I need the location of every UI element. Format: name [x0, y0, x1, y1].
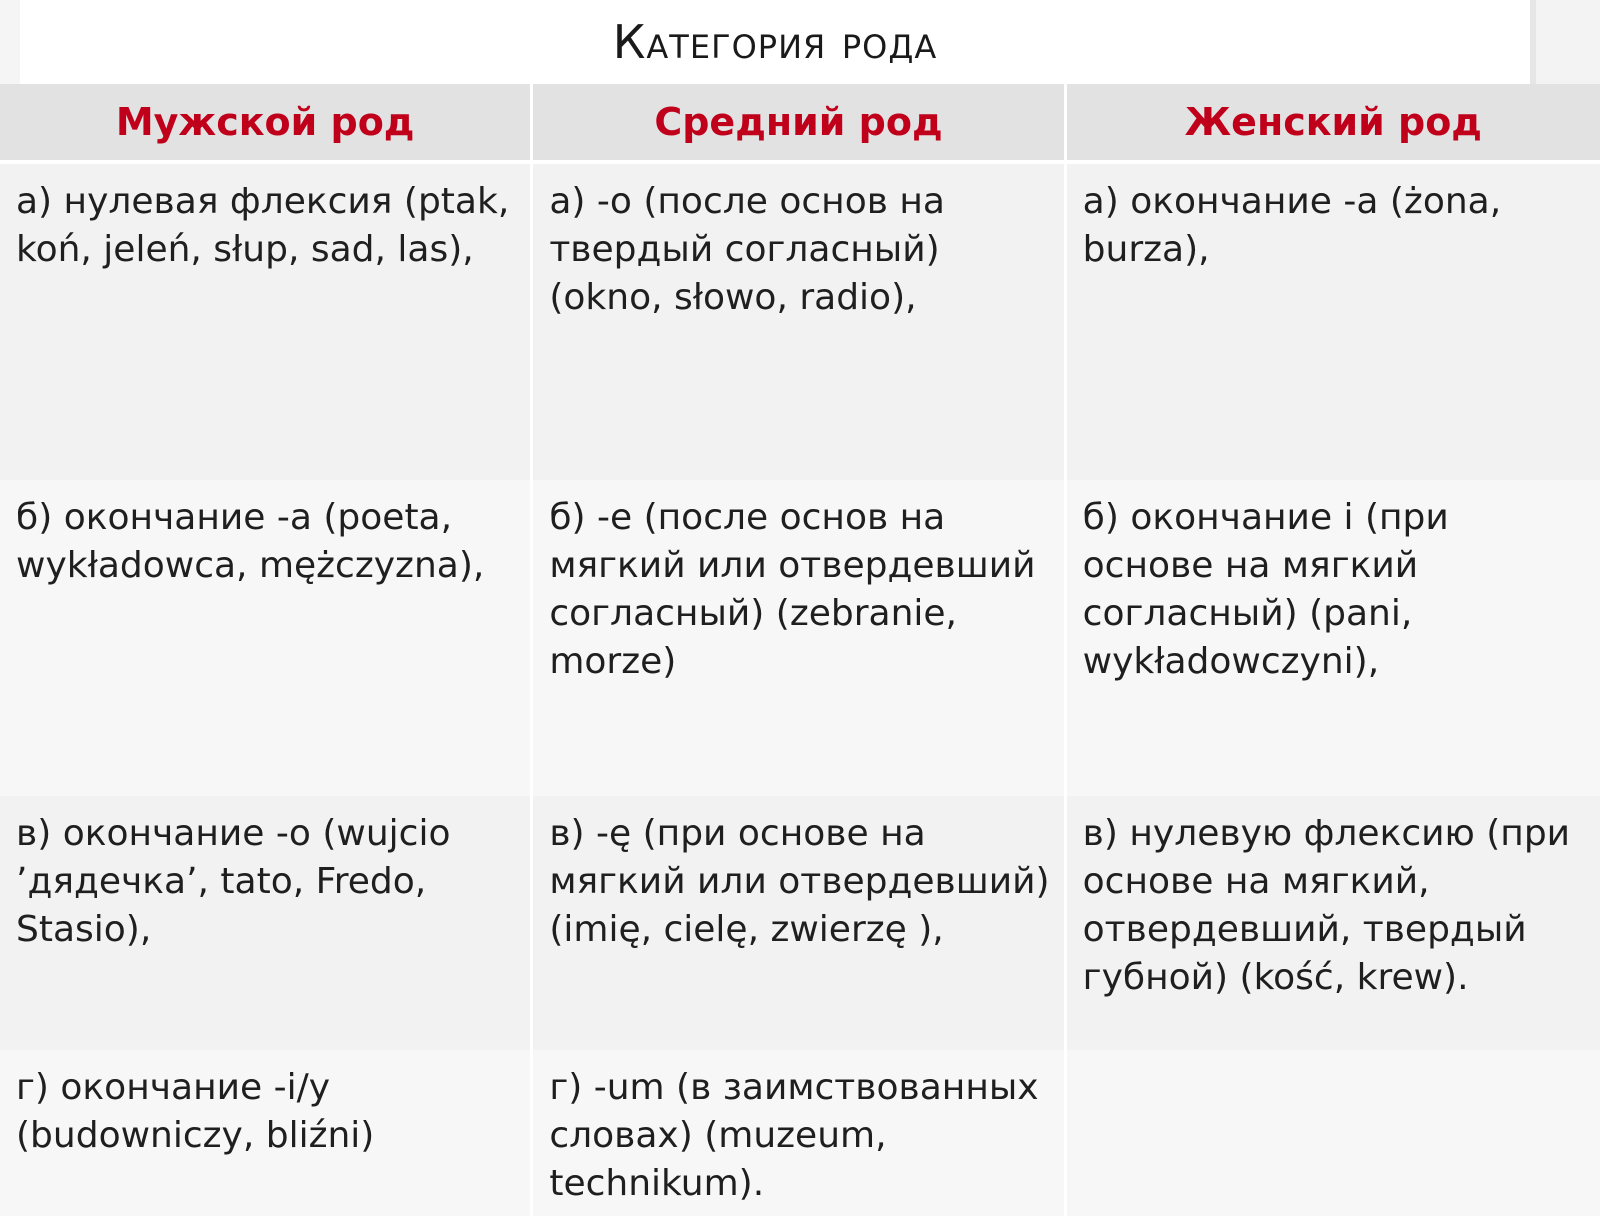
column-header-neuter: Средний род: [533, 84, 1066, 164]
table-row: [0, 164, 1600, 480]
column-header-feminine: Женский род: [1067, 84, 1600, 164]
table-cell: в) нулевую флексию (при основе на мягкий, отвердевший, твердый губной) (kość, krew).: [1067, 796, 1600, 1050]
title-left-strip: [0, 0, 20, 84]
table-header-row: [0, 84, 1600, 164]
table-cell: б) окончание -a (poeta, wykładowca, mężczyzna),: [0, 480, 533, 796]
column-header-masculine: Мужской род: [0, 84, 533, 164]
gender-table: [0, 84, 1600, 1216]
table-cell: б) -e (после основ на мягкий или отвердевший согласный) (zebranie, morze): [533, 480, 1066, 796]
table-cell: а) -o (после основ на твердый согласный) (okno, słowo, radio),: [533, 164, 1066, 480]
table-row: [0, 1050, 1600, 1216]
table-row: [0, 796, 1600, 1050]
title-bar: [20, 0, 1530, 84]
table-cell: в) -ę (при основе на мягкий или отвердевший) (imię, cielę, zwierzę ),: [533, 796, 1066, 1050]
table-cell: а) нулевая флексия (ptak, koń, jeleń, słup, sad, las),: [0, 164, 533, 480]
table-row: [0, 480, 1600, 796]
table-cell-empty: [1067, 1050, 1600, 1216]
table-cell: б) окончание i (при основе на мягкий согласный) (pani, wykładowczyni),: [1067, 480, 1600, 796]
page-title: Категория рода: [612, 15, 938, 69]
table-cell: а) окончание -a (żona, burza),: [1067, 164, 1600, 480]
table-cell: г) -um (в заимствованных словах) (muzeum, technikum).: [533, 1050, 1066, 1216]
table-cell: в) окончание -o (wujcio ’дядечка’, tato, Fredo, Stasio),: [0, 796, 533, 1050]
title-right-strip: [1530, 0, 1600, 84]
table-cell: г) окончание -i/y (budowniczy, bliźni): [0, 1050, 533, 1216]
